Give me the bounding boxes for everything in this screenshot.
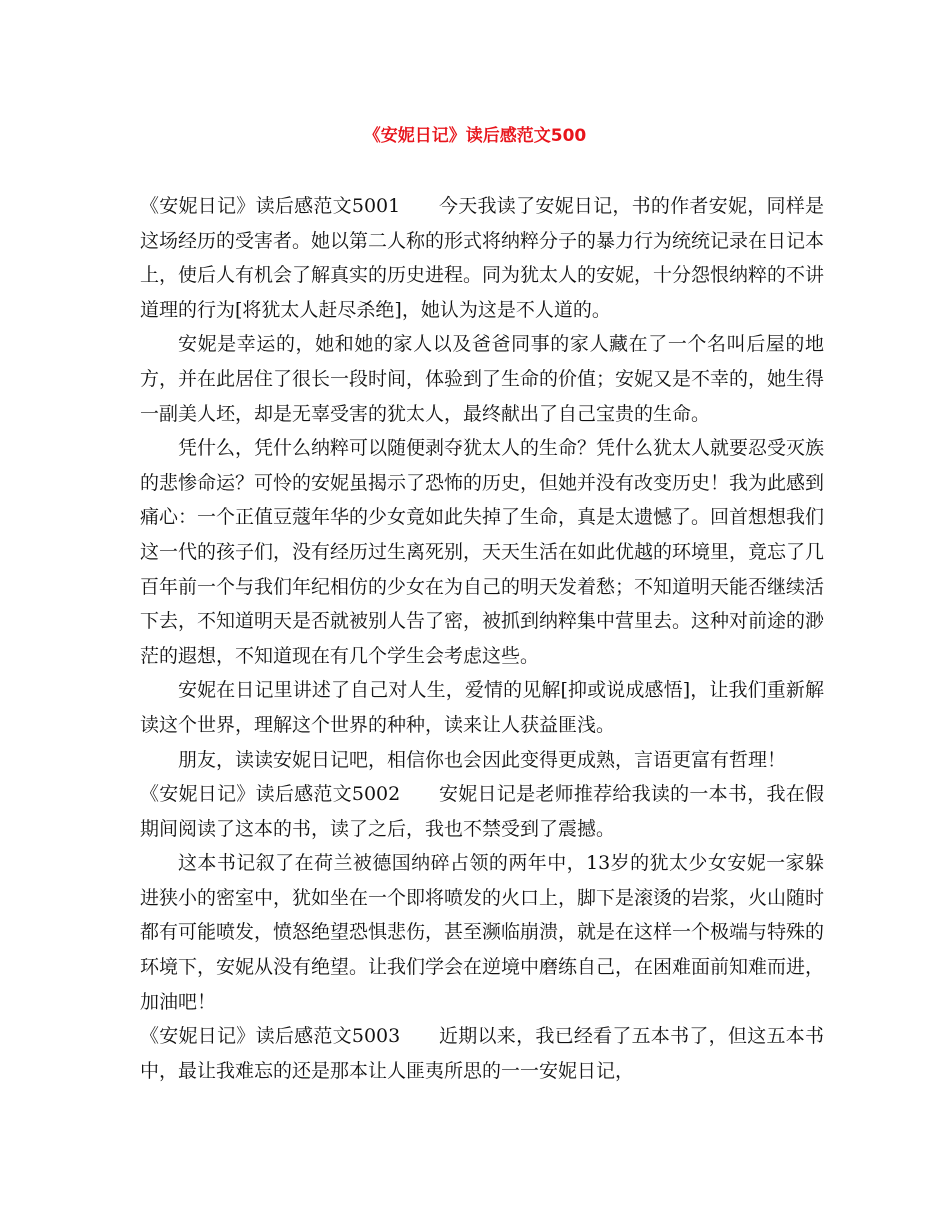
paragraph: 朋友，读读安妮日记吧，相信你也会因此变得更成熟，言语更富有哲理！ bbox=[178, 748, 787, 771]
paragraph: 凭什么，凭什么纳粹可以随便剥夺犹太人的生命？凭什么犹太人就要忍受灭族的悲惨命运？可怜的安妮虽揭示了恐怖的历史，但她并没有改变历史！我为此感到痛心：一个正值豆蔻年华的少女竟如此失掉了生命，真是太遗憾了。回首想想我们这一代的孩子们，没有经历过生离死别，天天生活在如此优越的环境里，竟忘了几百年前一个与我们年纪相仿的少女在为自己的明天发着愁；不知道明天能否继续活下去，不知道明天是否就被别人告了密，被抓到纳粹集中营里去。这种对前途的渺茫的遐想，不知道现在有几个学生会考虑这些。 bbox=[140, 437, 825, 667]
paragraph: 《安妮日记》读后感范文5003 近期以来，我已经看了五本书了，但这五本书中，最让我难忘的还是那本让人匪夷所思的一一安妮日记， bbox=[140, 1025, 824, 1082]
paragraph: 这本书记叙了在荷兰被德国纳碎占领的两年中，13岁的犹太少女安妮一家躲进狭小的密室中，犹如坐在一个即将喷发的火口上，脚下是滚烫的岩浆，火山随时都有可能喷发，愤怒绝望恐惧悲伤，甚至濒临崩溃，就是在这样一个极端与特殊的环境下，安妮从没有绝望。让我们学会在逆境中磨练自己，在困难面前知难而进，加油吧！ bbox=[140, 852, 825, 1013]
paragraph: 安妮在日记里讲述了自己对人生，爱情的见解[抑或说成感悟]，让我们重新解读这个世界，理解这个世界的种种，读来让人获益匪浅。 bbox=[140, 679, 824, 736]
document-title: 《安妮日记》读后感范文500 bbox=[363, 126, 587, 146]
paragraph: 安妮是幸运的，她和她的家人以及爸爸同事的家人藏在了一个名叫后屋的地方，并在此居住了很长一段时间，体验到了生命的价值；安妮又是不幸的，她生得一副美人坯，却是无辜受害的犹太人，最终献出了自己宝贵的生命。 bbox=[140, 333, 825, 425]
paragraph: 《安妮日记》读后感范文5002 安妮日记是老师推荐给我读的一本书，我在假期间阅读了这本的书，读了之后，我也不禁受到了震撼。 bbox=[140, 783, 824, 840]
paragraph: 《安妮日记》读后感范文5001 今天我读了安妮日记，书的作者安妮，同样是这场经历的受害者。她以第二人称的形式将纳粹分子的暴力行为统统记录在日记本上，使后人有机会了解真实的历史进程。同为犹太人的安妮，十分怨恨纳粹的不讲道理的行为[将犹太人赶尽杀绝]，她认为这是不人道的。 bbox=[140, 195, 825, 321]
document-body bbox=[140, 189, 824, 1088]
